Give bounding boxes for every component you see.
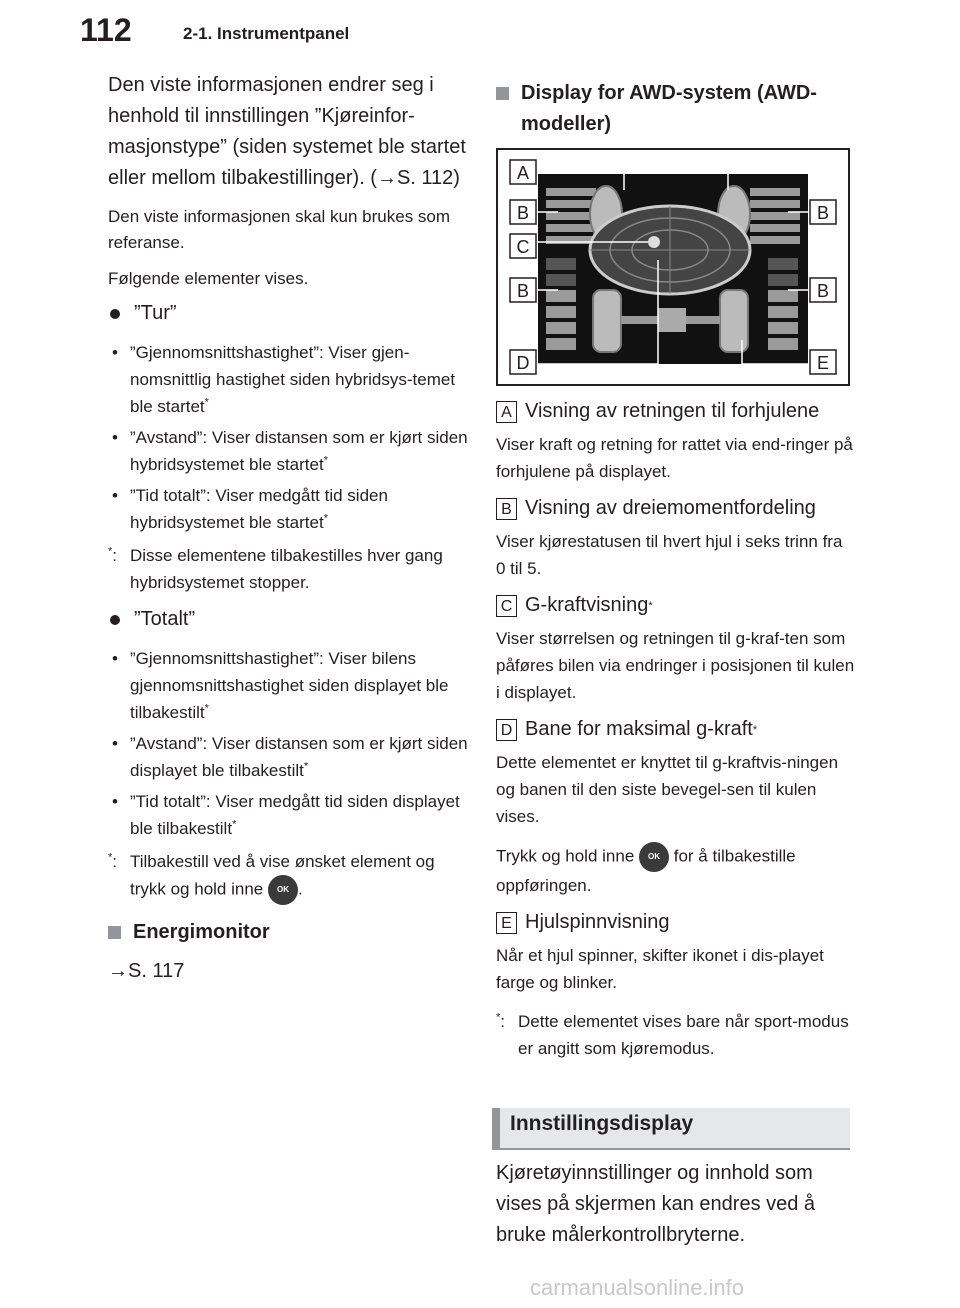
item-d: D Bane for maksimal g-kraft * Dette elementet er knyttet til g-kraftvis-ningen og banen til den siste bevegel-sen til kulen vises. Trykk og hold inne OK for å tilbakestille oppføringen. <box>496 718 856 899</box>
figure-label-d: D <box>516 353 530 373</box>
item-body: Viser kraft og retning for rattet via end-ringer på forhjulene på displayet. <box>496 435 853 481</box>
totalt-heading: ”Totalt” <box>108 608 468 631</box>
settings-heading-band <box>492 1108 850 1150</box>
item-b <box>496 497 856 582</box>
section-title: 2-1. Instrumentpanel <box>183 24 350 43</box>
bullet-dot-icon <box>110 615 120 625</box>
bullet-dot-icon <box>110 309 120 319</box>
awd-heading-wrap <box>496 70 856 148</box>
energy-reference: →S. 117 <box>108 960 185 982</box>
list-item: • ”Tid totalt”: Viser medgått tid siden hybridsystemet ble startet* <box>112 486 388 532</box>
item-body: Når et hjul spinner, skifter ikonet i dis-playet farge og blinker. <box>496 946 824 992</box>
right-footnote: *: Dette elementet vises bare når sport-modus er angitt som kjøremodus. <box>496 1011 849 1058</box>
figure-legend <box>496 400 856 1074</box>
settings-body: Kjøretøyinnstillinger og innhold som vises på skjermen kan endres ved å bruke målerkontrollbryterne. <box>496 1162 816 1246</box>
figure-label-b-right-bottom: B <box>816 281 830 301</box>
page-number: 112 <box>80 12 132 48</box>
reset-instruction: Trykk og hold inne OK for å tilbakestille oppføringen. <box>496 842 856 899</box>
watermark: carmanualsonline.info <box>530 1275 745 1300</box>
awd-display-figure <box>496 148 850 386</box>
intro-paragraph: Den viste informasjonen endrer seg i henhold til innstillingen ”Kjøreinfor-masjonstype” (siden systemet ble startet eller mellom tilbakestillinger). (→S. 112) <box>108 74 466 189</box>
reference-note: Den viste informasjonen skal kun brukes som referanse. <box>108 207 451 252</box>
item-c: C G-kraftvisning * Viser størrelsen og retningen til g-kraf-ten som påføres bilen via endringer i posisjonen til kulen i displayet. <box>496 594 856 706</box>
label-box-e: E <box>496 912 517 934</box>
heading-bar <box>492 1108 500 1150</box>
item-body: Viser størrelsen og retningen til g-kraf-ten som påføres bilen via endringer i posisjonen til kulen i displayet. <box>496 629 855 702</box>
energy-heading: Energimonitor <box>108 917 468 948</box>
tur-heading: ”Tur” <box>108 302 468 325</box>
figure-label-b-left-top: B <box>516 203 530 223</box>
list-item: • ”Gjennomsnittshastighet”: Viser gjen-nomsnittlig hastighet siden hybridsys-temet ble startet* <box>112 343 456 416</box>
figure-label-a: A <box>516 163 530 183</box>
list-item: • ”Gjennomsnittshastighet”: Viser bilens gjennomsnittshastighet siden displayet ble tilbakestilt* <box>112 649 449 722</box>
label-box-d: D <box>496 719 517 741</box>
item-e <box>496 911 856 996</box>
item-title: Bane for maksimal g-kraft <box>525 718 753 740</box>
item-title: G-kraftvisning <box>525 594 649 616</box>
totalt-footnote: *: Tilbakestill ved å vise ønsket element og trykk og hold inne OK . <box>108 848 468 905</box>
figure-label-b-right-top: B <box>816 203 830 223</box>
item-title: Visning av retningen til forhjulene <box>525 400 820 422</box>
awd-display-illustration <box>498 150 848 384</box>
settings-heading: Innstillingsdisplay <box>510 1112 694 1135</box>
awd-heading: Display for AWD-system (AWD-modeller) <box>496 78 856 140</box>
left-column <box>108 70 468 997</box>
figure-label-c: C <box>516 237 530 257</box>
figure-label-b-left-bottom: B <box>516 281 530 301</box>
ok-button-icon: OK <box>268 875 298 905</box>
ok-button-icon: OK <box>639 842 669 872</box>
item-title: Hjulspinnvisning <box>525 911 670 933</box>
square-bullet-icon <box>108 926 121 939</box>
item-body: Viser kjørestatusen til hvert hjul i seks trinn fra 0 til 5. <box>496 532 843 578</box>
shown-items-text: Følgende elementer vises. <box>108 269 309 288</box>
label-box-a: A <box>496 401 517 423</box>
tur-footnote: *: Disse elementene tilbakestilles hver gang hybridsystemet stopper. <box>108 545 443 592</box>
item-title: Visning av dreiemomentfordeling <box>525 497 816 519</box>
item-body: Dette elementet er knyttet til g-kraftvis-ningen og banen til den siste bevegel-sen til kulen vises. <box>496 753 839 826</box>
list-item: • ”Avstand”: Viser distansen som er kjørt siden displayet ble tilbakestilt* <box>112 734 468 780</box>
figure-label-e: E <box>816 353 830 373</box>
list-item: • ”Tid totalt”: Viser medgått tid siden displayet ble tilbakestilt* <box>112 792 460 838</box>
item-a <box>496 400 856 485</box>
label-box-b: B <box>496 498 517 520</box>
totalt-list <box>108 645 468 842</box>
label-box-c: C <box>496 595 517 617</box>
tur-list <box>108 339 468 536</box>
list-item: • ”Avstand”: Viser distansen som er kjørt siden hybridsystemet ble startet* <box>112 428 468 474</box>
square-bullet-icon <box>496 87 509 100</box>
